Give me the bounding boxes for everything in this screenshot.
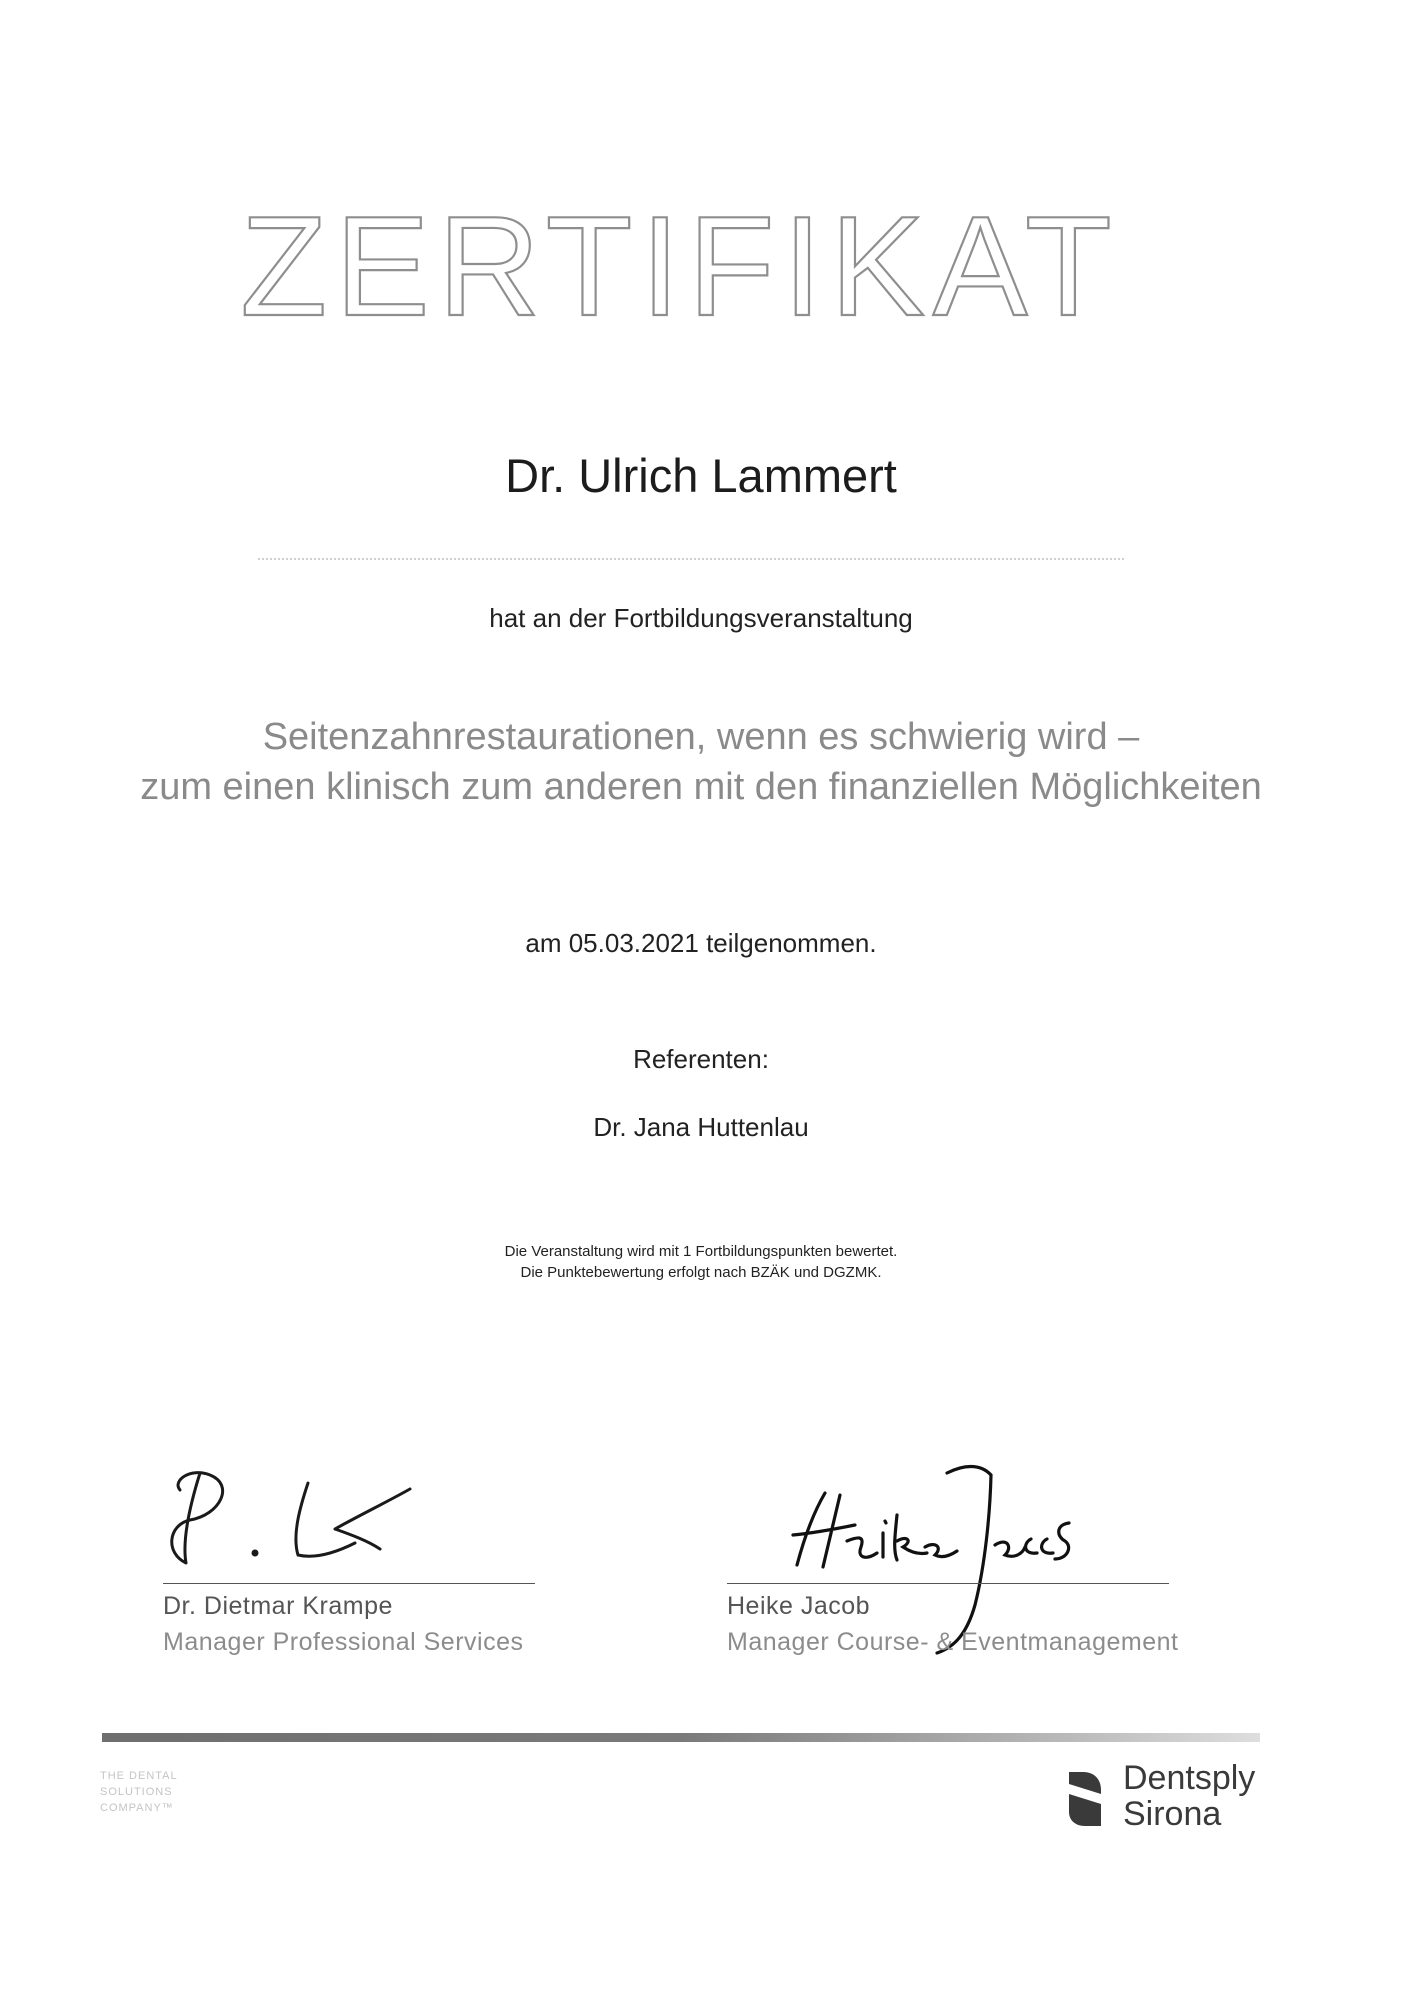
company-tagline xyxy=(100,1768,178,1816)
footer-divider-bar xyxy=(102,1733,1260,1742)
brand-name-line-2: Sirona xyxy=(1123,1795,1222,1833)
signature-krampe-icon xyxy=(160,1445,420,1585)
points-note-line-2: Die Punktebewertung erfolgt nach BZÄK und DGZMK. xyxy=(520,1264,882,1281)
tagline-line-2: SOLUTIONS xyxy=(100,1786,173,1798)
brand-name xyxy=(1123,1760,1255,1832)
tagline-line-3: COMPANY™ xyxy=(100,1802,174,1814)
signatory-name-krampe: Dr. Dietmar Krampe xyxy=(163,1592,393,1620)
recipient-name: Dr. Ulrich Lammert xyxy=(505,449,897,502)
signatory-role-krampe: Manager Professional Services xyxy=(163,1628,524,1656)
signatory-role-jacob: Manager Course- & Eventmanagement xyxy=(727,1628,1179,1656)
course-title xyxy=(0,712,1402,812)
course-title-line-1: Seitenzahnrestaurationen, wenn es schwierig wird – xyxy=(262,716,1140,758)
intro-text: hat an der Fortbildungsveranstaltung xyxy=(489,603,913,633)
brand-name-line-1: Dentsply xyxy=(1123,1759,1256,1797)
speakers-label: Referenten: xyxy=(633,1044,769,1074)
dentsply-sirona-logo-icon xyxy=(1065,1768,1103,1830)
signatory-name-jacob: Heike Jacob xyxy=(727,1592,871,1620)
signature-line-jacob xyxy=(727,1583,1169,1584)
tagline-line-1: THE DENTAL xyxy=(100,1770,178,1782)
recipient-divider xyxy=(258,558,1124,560)
points-note xyxy=(0,1241,1402,1283)
certificate-title-text: ZERTIFIKAT xyxy=(240,187,1120,346)
certificate-title xyxy=(240,187,1120,346)
points-note-line-1: Die Veranstaltung wird mit 1 Fortbildungspunkten bewertet. xyxy=(504,1243,898,1260)
participation-date: am 05.03.2021 teilgenommen. xyxy=(525,928,877,958)
signature-line-krampe xyxy=(163,1583,535,1584)
course-title-line-2: zum einen klinisch zum anderen mit den finanziellen Möglichkeiten xyxy=(140,766,1262,808)
speaker-name: Dr. Jana Huttenlau xyxy=(593,1112,809,1142)
signature-jacob-icon xyxy=(785,1455,1075,1655)
